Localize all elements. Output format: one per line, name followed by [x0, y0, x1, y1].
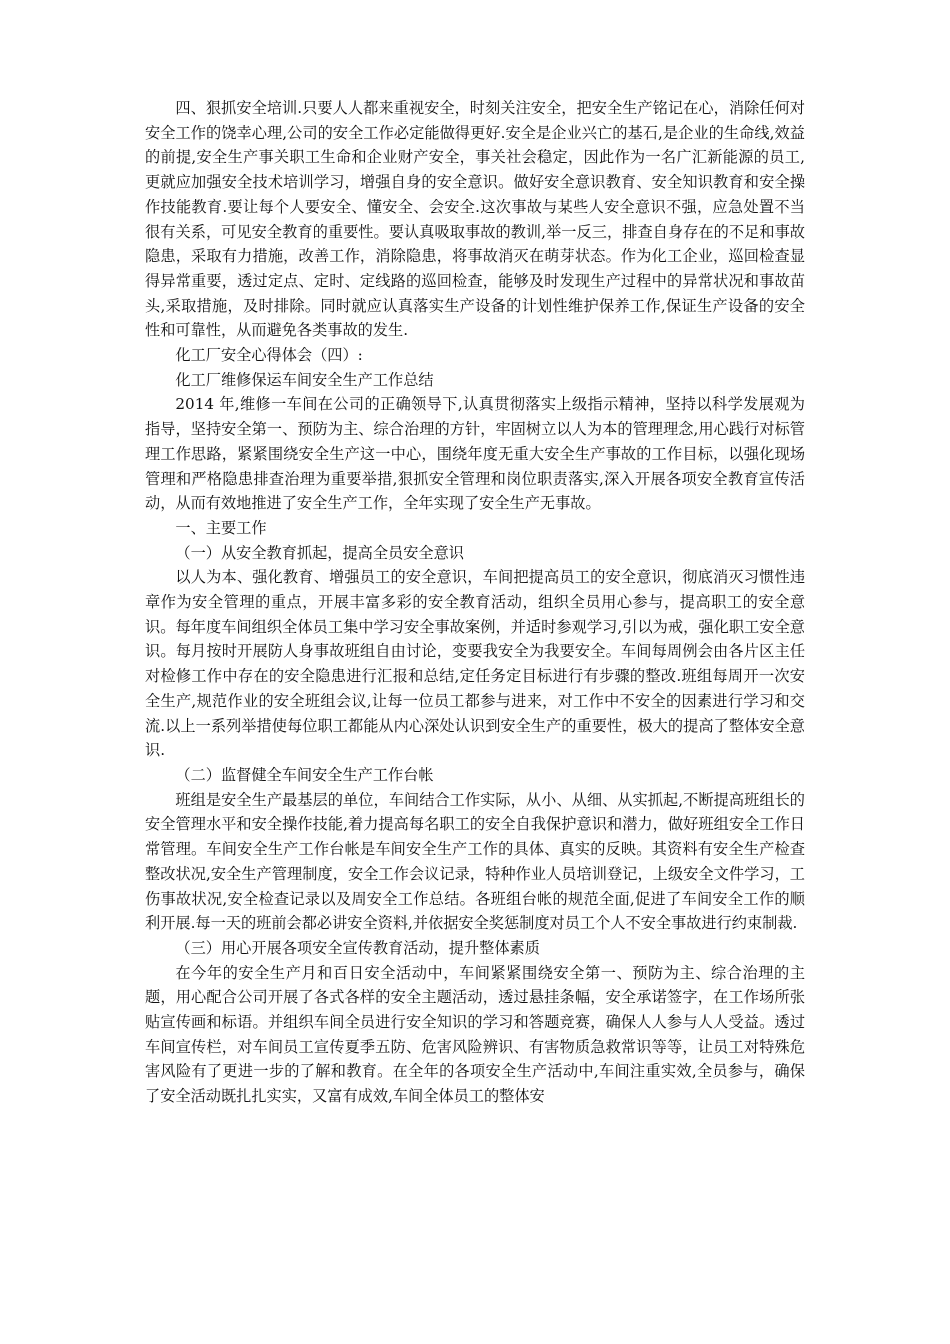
paragraph-intro-2014: 2014 年,维修一车间在公司的正确领导下,认真贯彻落实上级指示精神，坚持以科学发展观为指导，坚持安全第一、预防为主、综合治理的方针，牢固树立以人为本的管理理念,用心践行对标管理工作思路，紧紧围绕安全生产这一中心，围绕年度无重大安全生产事故的工作目标，以强化现场管理和严格隐患排查治理为重要举措,狠抓安全管理和岗位职责落实,深入开展各项安全教育宣传活动，从而有效地推进了安全生产工作，全年实现了安全生产无事故。: [145, 395, 805, 513]
paragraph-safety-training: 四、狠抓安全培训.只要人人都来重视安全，时刻关注安全，把安全生产铭记在心，消除任何对安全工作的饶幸心理,公司的安全工作必定能做得更好.安全是企业兴亡的基石,是企业的生命线,效益的前提,安全生产事关职工生命和企业财产安全，事关社会稳定，因此作为一名广汇新能源的员工,更就应加强安全技术培训学习，增强自身的安全意识。做好安全意识教育、安全知识教育和安全操作技能教育.要让每个人要安全、懂安全、会安全.这次事故与某些人安全意识不强，应急处置不当很有关系，可见安全教育的重要性。要认真吸取事故的教训,举一反三，排查自身存在的不足和事故隐患，采取有力措施，改善工作，消除隐患，将事故消灭在萌芽状态。作为化工企业，巡回检查显得异常重要，透过定点、定时、定线路的巡回检查，能够及时发现生产过程中的异常状况和事故苗头,采取措施，及时排除。同时就应认真落实生产设备的计划性维护保养工作,保证生产设备的安全性和可靠性，从而避免各类事故的发生.: [145, 99, 805, 340]
section-heading-main-work: 一、主要工作: [175, 518, 267, 537]
subsection-heading-1: （一）从安全教育抓起，提高全员安全意识: [175, 543, 464, 562]
document-title: 化工厂维修保运车间安全生产工作总结: [175, 370, 434, 389]
paragraph-publicity: 在今年的安全生产月和百日安全活动中，车间紧紧围绕安全第一、预防为主、综合治理的主题，用心配合公司开展了各式各样的安全主题活动，透过悬挂条幅，安全承诺签字，在工作场所张贴宣传画和标语。并组织车间全员进行安全知识的学习和答题竞赛，确保人人参与人人受益。透过车间宣传栏，对车间员工宣传夏季五防、危害风险辨识、有害物质急救常识等等，让员工对特殊危害风险有了更进一步的了解和教育。在全年的各项安全生产活动中,车间注重实效,全员参与，确保了安全活动既扎扎实实，又富有成效,车间全体员工的整体安: [145, 963, 805, 1106]
subsection-heading-2: （二）监督健全车间安全生产工作台帐: [175, 765, 434, 784]
paragraph-ledger: 班组是安全生产最基层的单位，车间结合工作实际，从小、从细、从实抓起,不断提高班组长的安全管理水平和安全操作技能,着力提高每名职工的安全自我保护意识和潜力，做好班组安全工作日常管理。车间安全生产工作台帐是车间安全生产工作的具体、真实的反映。其资料有安全生产检查整改状况,安全生产管理制度，安全工作会议记录，特种作业人员培训登记，上级安全文件学习，工伤事故状况,安全检查记录以及周安全工作总结。各班组台帐的规范全面,促进了车间安全工作的顺利开展.每一天的班前会都必讲安全资料,并依据安全奖惩制度对员工个人不安全事故进行约束制裁.: [145, 790, 805, 933]
paragraph-safety-education: 以人为本、强化教育、增强员工的安全意识，车间把提高员工的安全意识，彻底消灭习惯性违章作为安全管理的重点，开展丰富多彩的安全教育活动，组织全员用心参与，提高职工的安全意识。每年度车间组织全体员工集中学习安全事故案例，并适时参观学习,引以为戒，强化职工安全意识。每月按时开展防人身事故班组自由讨论，变要我安全为我要安全。车间每周例会由各片区主任对检修工作中存在的安全隐患进行汇报和总结,定任务定目标进行有步骤的整改.班组每周开一次安全生产,规范作业的安全班组会议,让每一位员工都参与进来，对工作中不安全的因素进行学习和交流.以上一系列举措使每位职工都能从内心深处认识到安全生产的重要性，极大的提高了整体安全意识.: [145, 568, 805, 760]
section-heading-experience-four: 化工厂安全心得体会（四）:: [175, 346, 363, 365]
document-page: [145, 96, 805, 1109]
subsection-heading-3: （三）用心开展各项安全宣传教育活动，提升整体素质: [175, 938, 540, 957]
